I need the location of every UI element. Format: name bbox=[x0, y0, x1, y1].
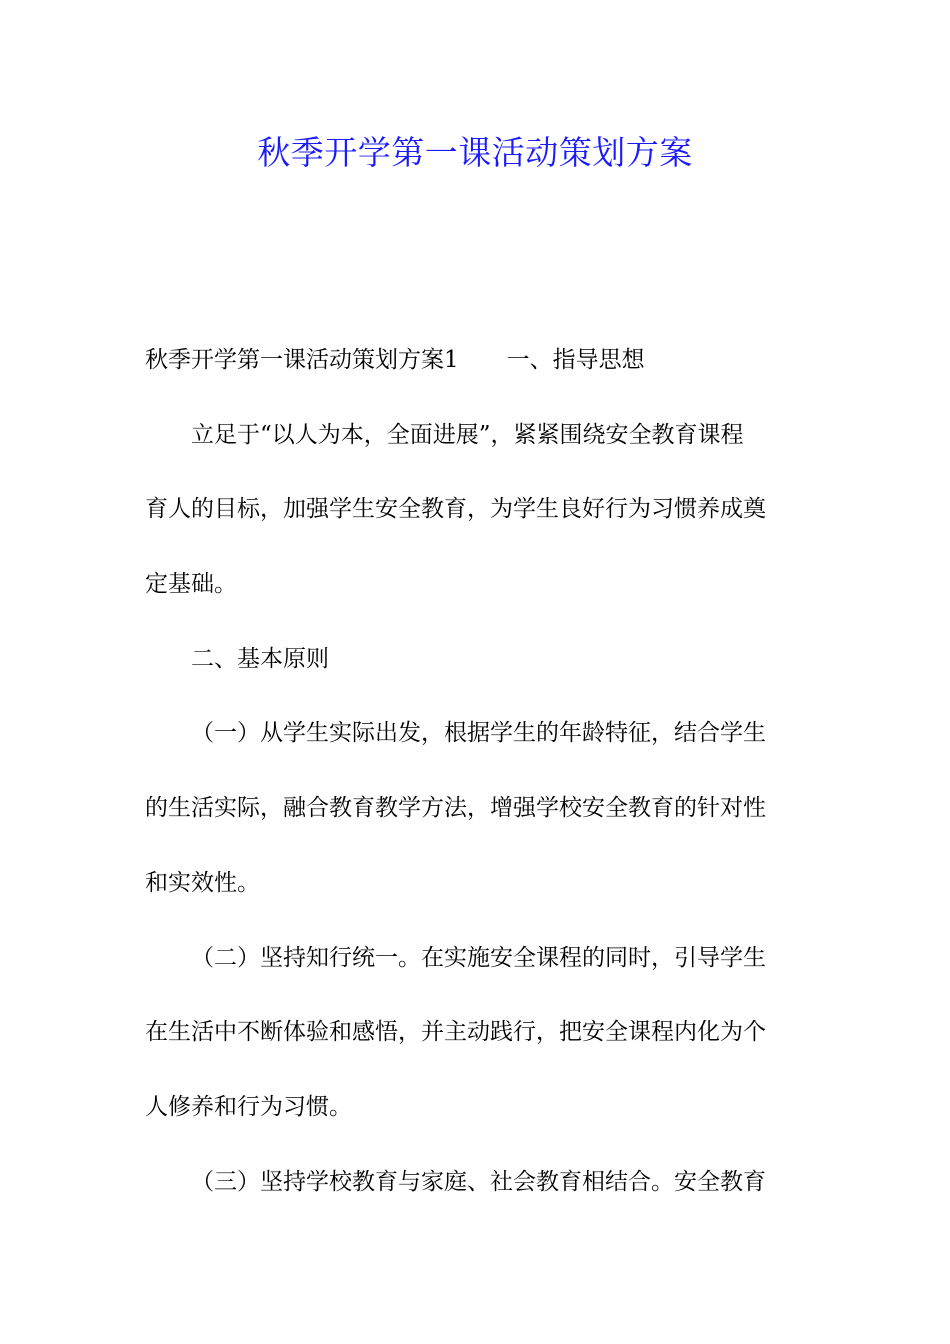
paragraph-line: 和实效性。 bbox=[145, 869, 260, 896]
paragraph-line: （二）坚持知行统一。在实施安全课程的同时，引导学生 bbox=[191, 944, 766, 971]
intro-heading: 秋季开学第一课活动策划方案1 bbox=[145, 347, 459, 373]
section-one-heading: 一、指导思想 bbox=[506, 347, 645, 373]
paragraph-line: 人修养和行为习惯。 bbox=[145, 1093, 352, 1120]
paragraph-line: （一）从学生实际出发，根据学生的年龄特征，结合学生 bbox=[191, 720, 766, 747]
intro-line bbox=[145, 332, 810, 407]
paragraph-line: 定基础。 bbox=[145, 571, 237, 598]
paragraph-line: 育人的目标，加强学生安全教育，为学生良好行为习惯养成奠 bbox=[145, 496, 766, 523]
paragraph-line: （三）坚持学校教育与家庭、社会教育相结合。安全教育 bbox=[191, 1168, 766, 1195]
document-title: 秋季开学第一课活动策划方案 bbox=[257, 133, 693, 172]
paragraph-line: 在生活中不断体验和感悟，并主动践行，把安全课程内化为个 bbox=[145, 1019, 766, 1046]
section-heading: 二、基本原则 bbox=[191, 645, 329, 672]
paragraph-line: 的生活实际，融合教育教学方法，增强学校安全教育的针对性 bbox=[145, 795, 766, 822]
paragraph-line: 立足于“以人为本，全面进展”，紧紧围绕安全教育课程 bbox=[191, 421, 744, 448]
document-body bbox=[145, 332, 810, 1228]
